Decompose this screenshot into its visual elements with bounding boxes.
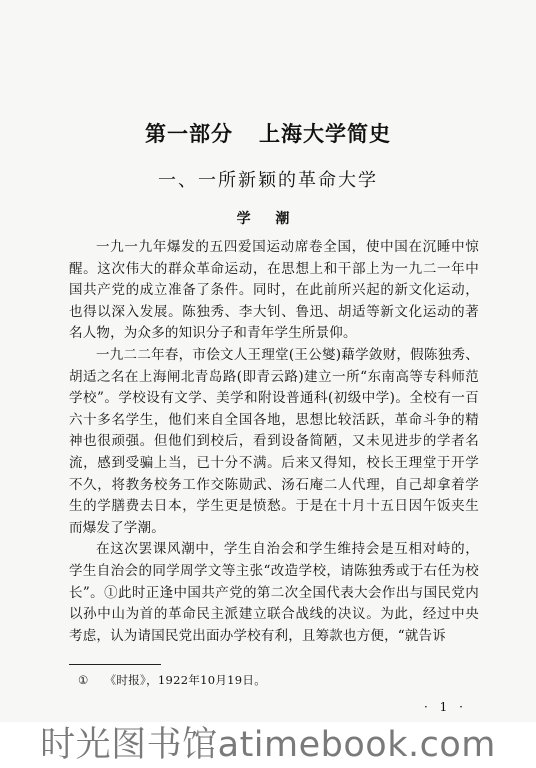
chapter-title: 一、一所新颖的革命大学 [158, 170, 378, 191]
watermark-banner: 时光图书馆atimebook.com [0, 722, 536, 768]
paragraph-1: 一九一九年爆发的五四爱国运动席卷全国，使中国在沉睡中惊醒。这次伟大的群众革命运动，在思想上和干部上为一九二一年中国共产党的成立准备了条件。同时，在此前所兴起的新文化运动，也得以深入发展。陈独秀、李大钊、鲁迅、胡适等新文化运动的著名人物，为众多的知识分子和青年学生所景仰。 [69, 239, 479, 342]
page-number: · 1 · [424, 700, 467, 714]
footnote-mark: ① [78, 673, 89, 687]
body-text [69, 237, 479, 647]
footnote-text: 《时报》，1922年10月19日。 [104, 673, 267, 687]
footnote [78, 672, 266, 688]
section-title: 学 潮 [236, 211, 300, 227]
part-label: 第一部分 [145, 121, 233, 146]
book-title: 上海大学简史 [259, 121, 391, 146]
part-title [0, 118, 536, 148]
footnote-divider [69, 664, 161, 665]
paragraph-3: 在这次罢课风潮中，学生自治会和学生维持会是互相对峙的，学生自治会的同学周学文等主张“改造学校，请陈独秀或于右任为校长”。①此时正逢中国共产党的第二次全国代表大会作出与国民党内以孙中山为首的革命民主派建立联合战线的决议。为此，经过中央考虑，认为请国民党出面办学校有利，且筹款也方便，“就告诉 [69, 541, 479, 644]
paragraph-2: 一九二二年春，市侩文人王理堂(王公燮)藉学敛财，假陈独秀、胡适之名在上海闸北青岛路(即青云路)建立一所“东南高等专科师范学校”。学校设有文学、美学和附设普通科(初级中学)。全校有一百六十多名学生，他们来自全国各地，思想比较活跃，革命斗争的精神也很顽强。但他们到校后，看到设备简陋，又未见进步的学者名流，感到受骗上当，已十分不满。后来又得知，校长王理堂于开学不久，将教务校务工作交陈勋武、汤石庵二人代理，自己却拿着学生的学膳费去日本，学生更是愤愁。于是在十月十五日因午饭夹生而爆发了学潮。 [69, 346, 479, 536]
